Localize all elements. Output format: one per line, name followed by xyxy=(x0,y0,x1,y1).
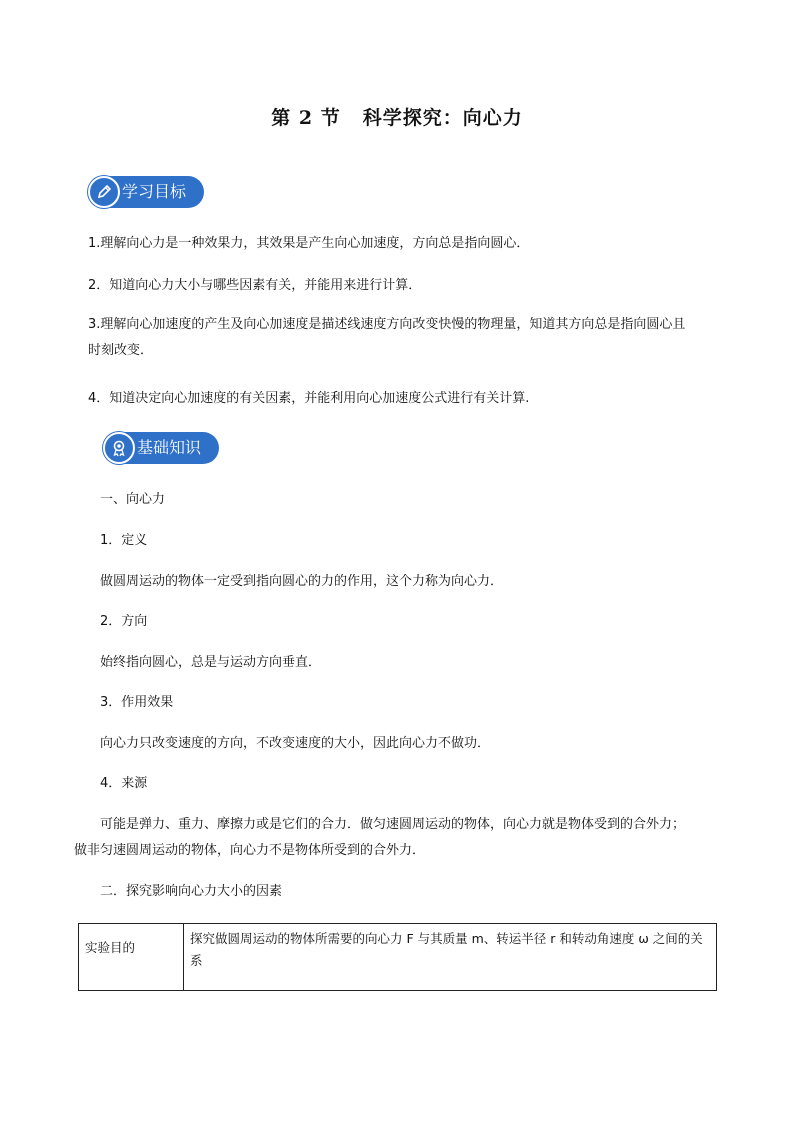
goal-3-cont: 时刻改变． xyxy=(88,343,154,358)
source-text-line-2: 做非匀速圆周运动的物体，向心力不是物体所受到的合外力． xyxy=(74,843,426,858)
learning-goals-label: 学习目标 xyxy=(88,176,204,208)
subheading-definition: 1．定义 xyxy=(100,533,148,548)
table-row xyxy=(79,924,717,991)
section-topic: 科学探究：向心力 xyxy=(362,107,523,129)
subheading-source: 4．来源 xyxy=(100,776,148,791)
subheading-effect: 3．作用效果 xyxy=(100,695,174,710)
direction-text: 始终指向圆心，总是与运动方向垂直． xyxy=(100,655,322,670)
pencil-icon xyxy=(88,176,120,208)
experiment-table xyxy=(78,923,717,991)
table-key-cell: 实验目的 xyxy=(79,924,184,991)
basic-knowledge-label: 基础知识 xyxy=(103,432,219,464)
heading-centripetal-force: 一、向心力 xyxy=(100,492,166,507)
source-text-line-1: 可能是弹力、重力、摩擦力或是它们的合力．做匀速圆周运动的物体，向心力就是物体受到的合外力； xyxy=(100,817,686,832)
effect-text: 向心力只改变速度的方向，不改变速度的大小，因此向心力不做功． xyxy=(100,736,491,751)
subheading-direction: 2．方向 xyxy=(100,614,148,629)
goal-3: 3.理解向心加速度的产生及向心加速度是描述线速度方向改变快慢的物理量，知道其方向总是指向圆心且 xyxy=(88,317,686,332)
heading-explore-factors: 二．探究影响向心力大小的因素 xyxy=(100,884,283,899)
definition-text: 做圆周运动的物体一定受到指向圆心的力的作用，这个力称为向心力． xyxy=(100,574,504,589)
goal-4: 4．知道决定向心加速度的有关因素，并能利用向心加速度公式进行有关计算. xyxy=(88,391,530,406)
section-number: 第 2 节 xyxy=(271,107,341,129)
learning-goals-badge xyxy=(88,176,218,208)
medal-icon xyxy=(103,432,135,464)
table-value-cell: 探究做圆周运动的物体所需要的向心力 F 与其质量 m、转运半径 r 和转动角速度 ω 之间的关系 xyxy=(184,924,717,991)
goal-2: 2．知道向心力大小与哪些因素有关，并能用来进行计算． xyxy=(88,278,422,293)
page-title xyxy=(0,103,794,130)
basic-knowledge-badge xyxy=(103,432,233,464)
goal-1: 1.理解向心力是一种效果力，其效果是产生向心加速度，方向总是指向圆心． xyxy=(88,236,530,251)
